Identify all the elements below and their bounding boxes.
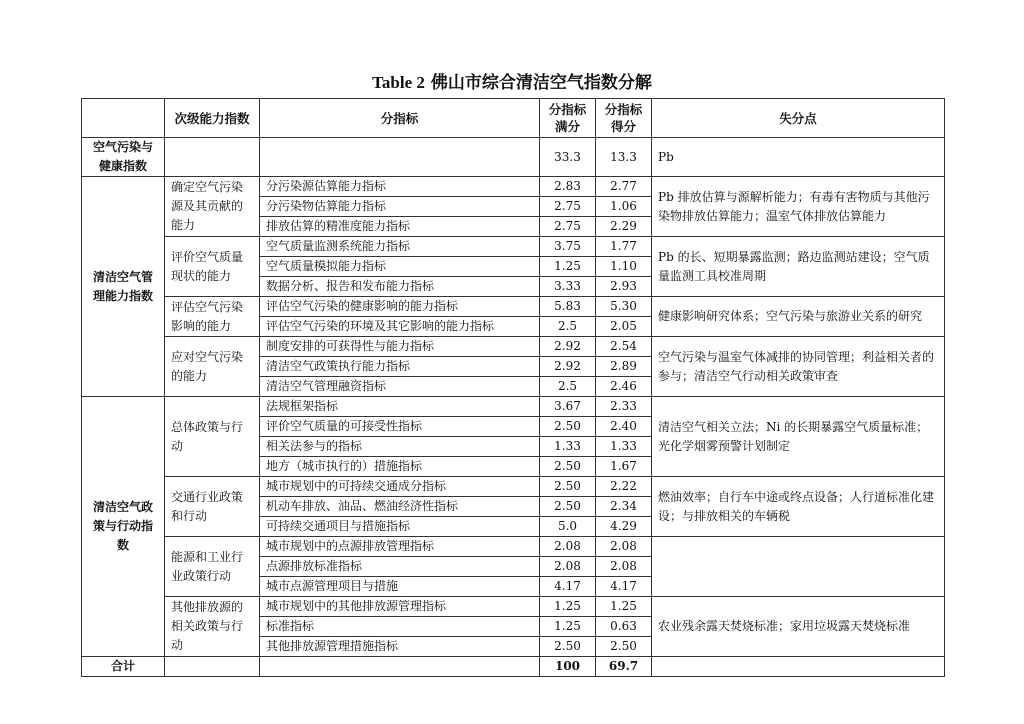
sub-capability-name: 应对空气污染的能力 (165, 337, 260, 397)
indicator-score: 2.40 (596, 417, 652, 437)
total-row (82, 657, 945, 677)
indicator-name: 相关法参与的指标 (260, 437, 540, 457)
indicator-score: 1.25 (596, 597, 652, 617)
air-pollution-loss: Pb (652, 138, 945, 177)
air-pollution-score: 13.3 (596, 138, 652, 177)
air-pollution-indicator (260, 138, 540, 177)
indicator-max-score: 1.33 (540, 437, 596, 457)
index-breakdown-table (81, 98, 945, 677)
indicator-name: 评估空气污染的环境及其它影响的能力指标 (260, 317, 540, 337)
indicator-score: 2.93 (596, 277, 652, 297)
indicator-score: 1.67 (596, 457, 652, 477)
indicator-name: 可持续交通项目与措施指标 (260, 517, 540, 537)
air-pollution-max: 33.3 (540, 138, 596, 177)
loss-points: Pb 的长、短期暴露监测；路边监测站建设；空气质量监测工具校准周期 (652, 237, 945, 297)
indicator-score: 4.17 (596, 577, 652, 597)
indicator-max-score: 2.5 (540, 377, 596, 397)
indicator-name: 法规框架指标 (260, 397, 540, 417)
air-pollution-sub (165, 138, 260, 177)
indicator-max-score: 2.92 (540, 357, 596, 377)
table-row (82, 597, 945, 617)
indicator-name: 排放估算的精准度能力指标 (260, 217, 540, 237)
indicator-name: 空气质量模拟能力指标 (260, 257, 540, 277)
table-row (82, 297, 945, 317)
indicator-max-score: 2.50 (540, 637, 596, 657)
total-score: 69.7 (596, 657, 652, 677)
capacity-label: 清洁空气管理能力指数 (82, 177, 165, 397)
total-indicator (260, 657, 540, 677)
indicator-max-score: 3.33 (540, 277, 596, 297)
table-row (82, 397, 945, 417)
table-row (82, 237, 945, 257)
indicator-name: 城市规划中的可持续交通成分指标 (260, 477, 540, 497)
loss-points (652, 537, 945, 597)
table-row (82, 477, 945, 497)
indicator-name: 地方（城市执行的）措施指标 (260, 457, 540, 477)
indicator-score: 2.08 (596, 557, 652, 577)
air-pollution-label: 空气污染与健康指数 (82, 138, 165, 177)
indicator-max-score: 2.75 (540, 197, 596, 217)
table-row (82, 177, 945, 197)
header-category (82, 99, 165, 138)
indicator-score: 1.33 (596, 437, 652, 457)
indicator-score: 2.05 (596, 317, 652, 337)
indicator-score: 2.34 (596, 497, 652, 517)
indicator-score: 2.89 (596, 357, 652, 377)
indicator-score: 2.08 (596, 537, 652, 557)
indicator-max-score: 2.75 (540, 217, 596, 237)
header-max-score: 分指标 满分 (540, 99, 596, 138)
indicator-max-score: 2.50 (540, 477, 596, 497)
indicator-name: 制度安排的可获得性与能力指标 (260, 337, 540, 357)
sub-capability-name: 评估空气污染影响的能力 (165, 297, 260, 337)
indicator-max-score: 2.08 (540, 537, 596, 557)
indicator-max-score: 5.83 (540, 297, 596, 317)
indicator-max-score: 2.92 (540, 337, 596, 357)
indicator-max-score: 2.50 (540, 497, 596, 517)
indicator-name: 清洁空气管理融资指标 (260, 377, 540, 397)
header-score: 分指标 得分 (596, 99, 652, 138)
indicator-max-score: 5.0 (540, 517, 596, 537)
indicator-max-score: 2.5 (540, 317, 596, 337)
sub-capability-name: 能源和工业行业政策行动 (165, 537, 260, 597)
indicator-score: 2.77 (596, 177, 652, 197)
indicator-name: 城市点源管理项目与措施 (260, 577, 540, 597)
loss-points: 健康影响研究体系；空气污染与旅游业关系的研究 (652, 297, 945, 337)
indicator-name: 其他排放源管理措施指标 (260, 637, 540, 657)
indicator-name: 城市规划中的其他排放源管理指标 (260, 597, 540, 617)
total-loss (652, 657, 945, 677)
indicator-score: 2.50 (596, 637, 652, 657)
indicator-name: 空气质量监测系统能力指标 (260, 237, 540, 257)
indicator-score: 0.63 (596, 617, 652, 637)
total-max-score: 100 (540, 657, 596, 677)
indicator-max-score: 3.75 (540, 237, 596, 257)
total-label: 合计 (82, 657, 165, 677)
sub-capability-name: 总体政策与行动 (165, 397, 260, 477)
table-row (82, 537, 945, 557)
loss-points: 空气污染与温室气体减排的协同管理；利益相关者的参与；清洁空气行动相关政策审查 (652, 337, 945, 397)
indicator-score: 2.29 (596, 217, 652, 237)
indicator-score: 1.06 (596, 197, 652, 217)
air-pollution-row (82, 138, 945, 177)
indicator-max-score: 2.50 (540, 457, 596, 477)
header-indicator: 分指标 (260, 99, 540, 138)
loss-points: 农业残余露天焚烧标准；家用垃圾露天焚烧标准 (652, 597, 945, 657)
indicator-name: 分污染源估算能力指标 (260, 177, 540, 197)
loss-points: Pb 排放估算与源解析能力；有毒有害物质与其他污染物排放估算能力；温室气体排放估算能力 (652, 177, 945, 237)
policy-label: 清洁空气政策与行动指数 (82, 397, 165, 657)
indicator-max-score: 1.25 (540, 257, 596, 277)
indicator-max-score: 2.50 (540, 417, 596, 437)
indicator-score: 2.46 (596, 377, 652, 397)
indicator-max-score: 1.25 (540, 597, 596, 617)
indicator-max-score: 1.25 (540, 617, 596, 637)
indicator-name: 评估空气污染的健康影响的能力指标 (260, 297, 540, 317)
indicator-name: 评价空气质量的可接受性指标 (260, 417, 540, 437)
table-caption: 佛山市综合清洁空气指数分解 (430, 73, 652, 93)
indicator-max-score: 3.67 (540, 397, 596, 417)
indicator-name: 城市规划中的点源排放管理指标 (260, 537, 540, 557)
indicator-score: 1.10 (596, 257, 652, 277)
indicator-max-score: 2.08 (540, 557, 596, 577)
indicator-score: 2.54 (596, 337, 652, 357)
sub-capability-name: 交通行业政策和行动 (165, 477, 260, 537)
sub-capability-name: 其他排放源的相关政策与行动 (165, 597, 260, 657)
total-sub (165, 657, 260, 677)
indicator-name: 点源排放标准指标 (260, 557, 540, 577)
sub-capability-name: 确定空气污染源及其贡献的能力 (165, 177, 260, 237)
loss-points: 清洁空气相关立法；Ni 的长期暴露空气质量标准；光化学烟雾预警计划制定 (652, 397, 945, 477)
indicator-max-score: 4.17 (540, 577, 596, 597)
header-row (82, 99, 945, 138)
indicator-score: 1.77 (596, 237, 652, 257)
indicator-name: 数据分析、报告和发布能力指标 (260, 277, 540, 297)
loss-points: 燃油效率；自行车中途或终点设备；人行道标准化建设；与排放相关的车辆税 (652, 477, 945, 537)
indicator-name: 分污染物估算能力指标 (260, 197, 540, 217)
table-number: Table 2 (372, 73, 425, 92)
indicator-name: 标准指标 (260, 617, 540, 637)
table-row (82, 337, 945, 357)
header-loss-points: 失分点 (652, 99, 945, 138)
sub-capability-name: 评价空气质量现状的能力 (165, 237, 260, 297)
indicator-max-score: 2.83 (540, 177, 596, 197)
indicator-score: 2.33 (596, 397, 652, 417)
table-title (0, 68, 1024, 93)
indicator-score: 5.30 (596, 297, 652, 317)
indicator-score: 4.29 (596, 517, 652, 537)
indicator-score: 2.22 (596, 477, 652, 497)
header-sub-capability: 次级能力指数 (165, 99, 260, 138)
indicator-name: 机动车排放、油品、燃油经济性指标 (260, 497, 540, 517)
indicator-name: 清洁空气政策执行能力指标 (260, 357, 540, 377)
